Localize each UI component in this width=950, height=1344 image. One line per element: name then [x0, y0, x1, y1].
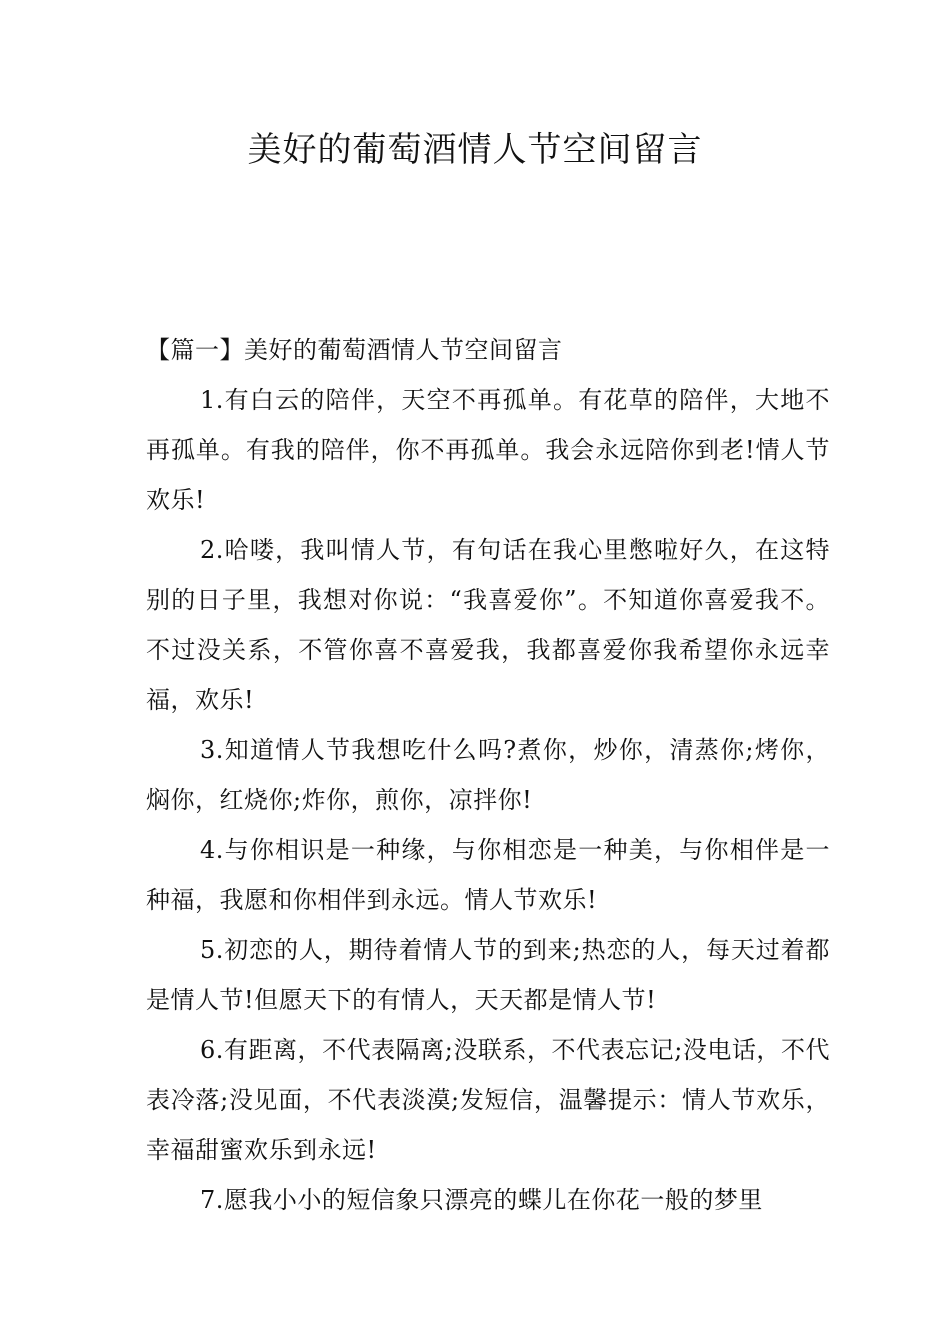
section-heading: 【篇一】美好的葡萄酒情人节空间留言: [146, 336, 563, 364]
paragraph-3: 3.知道情人节我想吃什么吗?煮你，炒你，清蒸你;烤你，焖你，红烧你;炸你，煎你，凉拌你!: [146, 736, 830, 814]
document-body: [146, 325, 830, 1225]
paragraph-4: 4.与你相识是一种缘，与你相恋是一种美，与你相伴是一种福，我愿和你相伴到永远。情人节欢乐!: [146, 836, 830, 914]
paragraph-7: 7.愿我小小的短信象只漂亮的蝶儿在你花一般的梦里: [200, 1186, 763, 1214]
paragraph-5: 5.初恋的人，期待着情人节的到来;热恋的人，每天过着都是情人节!但愿天下的有情人，天天都是情人节!: [146, 936, 830, 1014]
paragraph-6: 6.有距离，不代表隔离;没联系，不代表忘记;没电话，不代表冷落;没见面，不代表淡漠;发短信，温馨提示：情人节欢乐，幸福甜蜜欢乐到永远!: [146, 1036, 830, 1164]
document-title: 美好的葡萄酒情人节空间留言: [247, 130, 703, 170]
paragraph-2: 2.哈喽，我叫情人节，有句话在我心里憋啦好久，在这特别的日子里，我想对你说：“我喜爱你”。不知道你喜爱我不。不过没关系，不管你喜不喜爱我，我都喜爱你我希望你永远幸福，欢乐!: [146, 536, 830, 714]
paragraph-1: 1.有白云的陪伴，天空不再孤单。有花草的陪伴，大地不再孤单。有我的陪伴，你不再孤单。我会永远陪你到老!情人节欢乐!: [146, 386, 830, 514]
